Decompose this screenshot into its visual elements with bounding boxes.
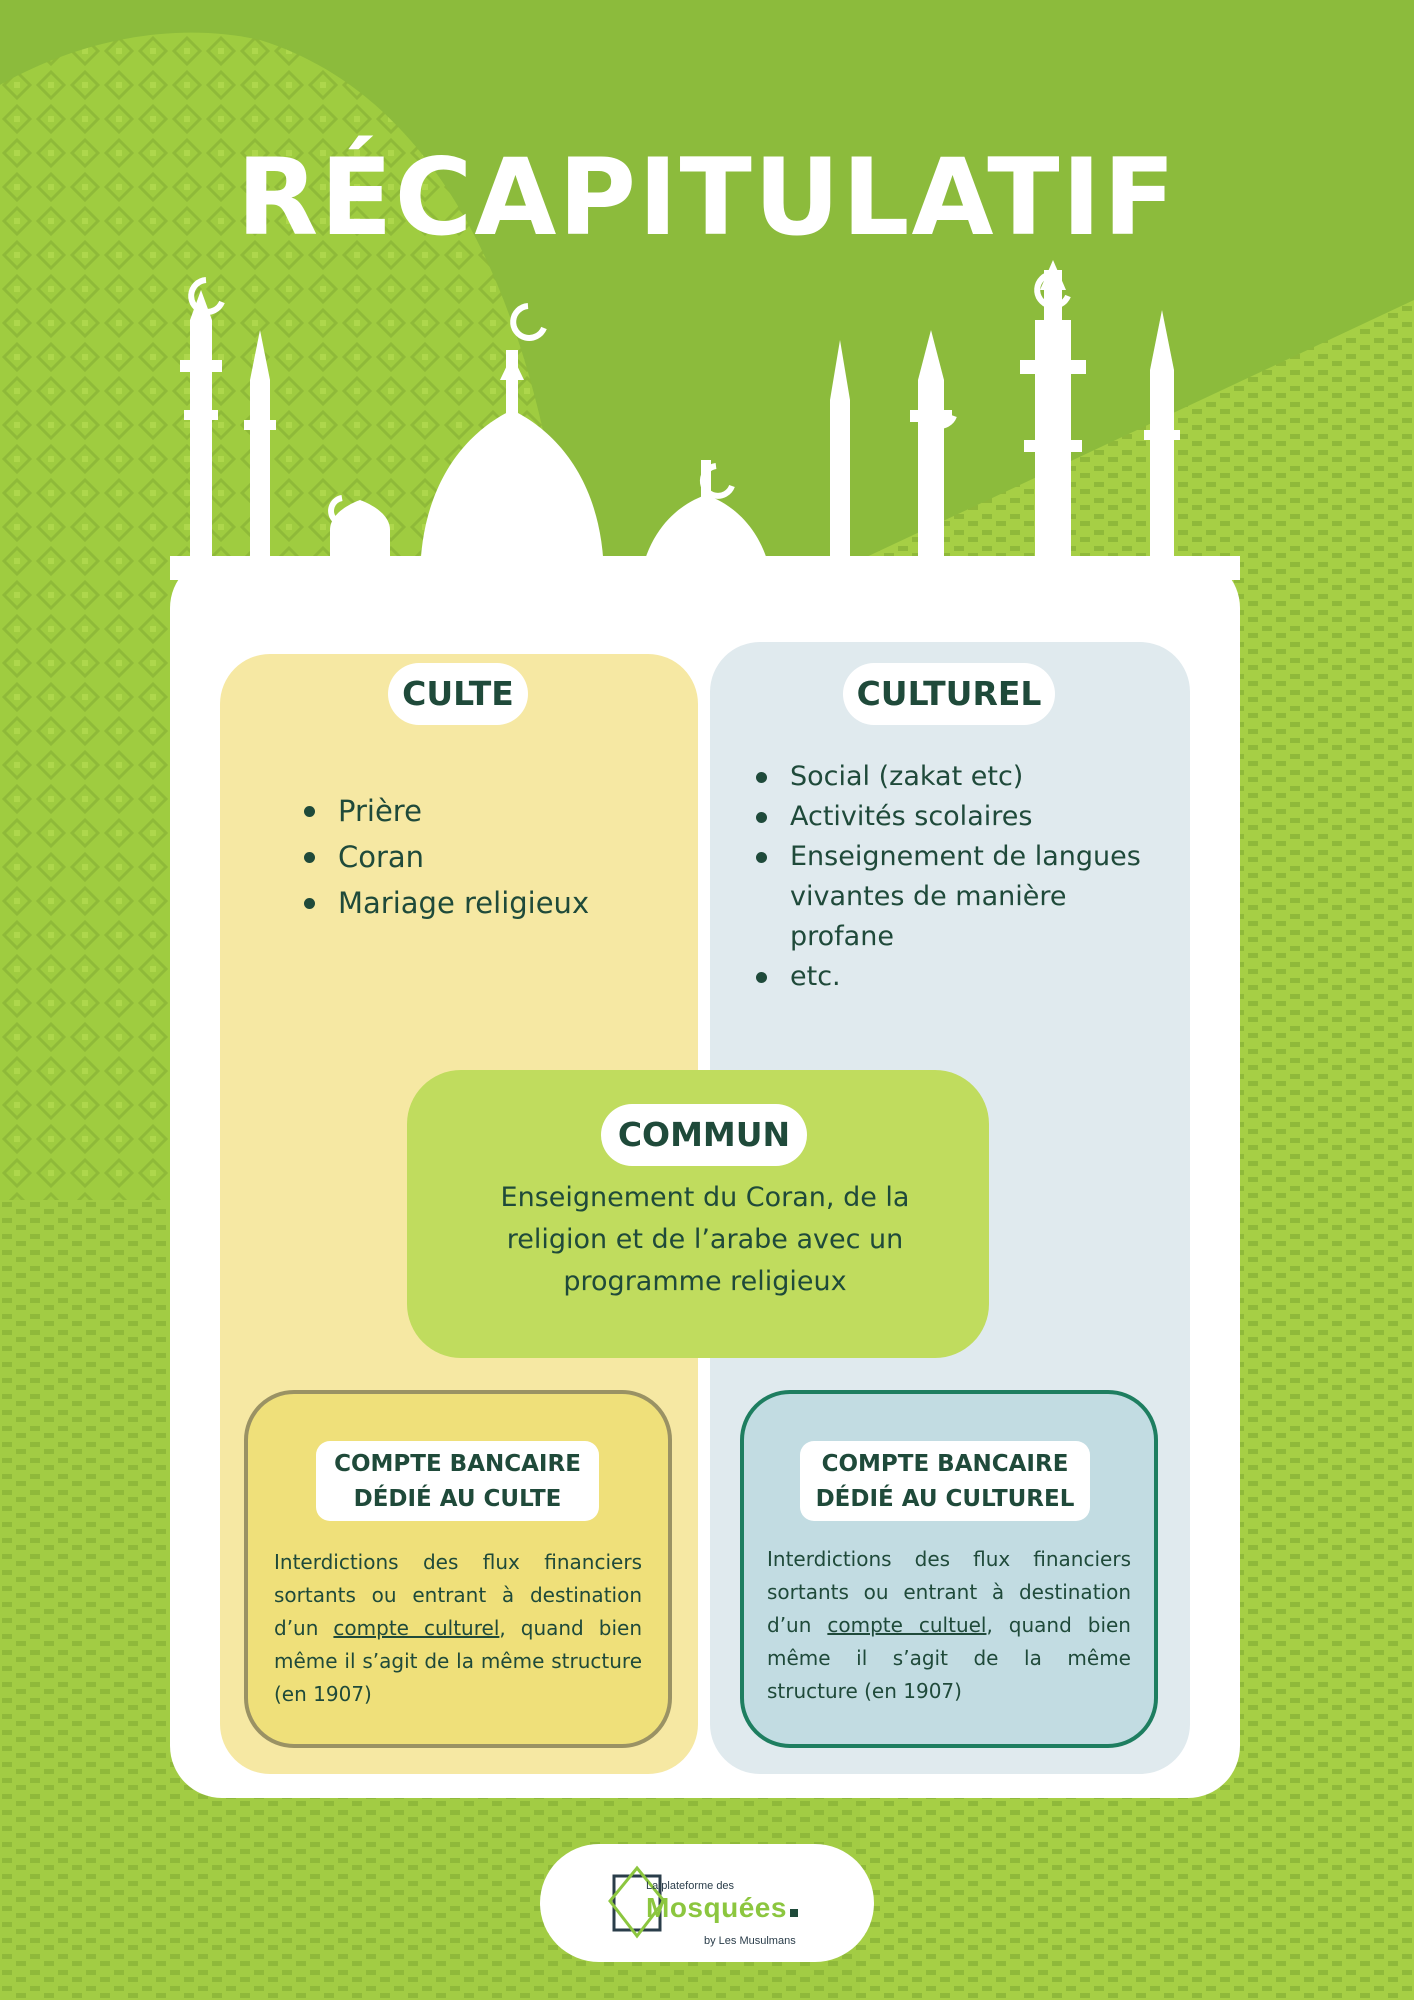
logo-line2: Mosquées — [646, 1892, 787, 1923]
list-item: Social (zakat etc) — [756, 757, 1166, 797]
culturel-heading: CULTUREL — [843, 663, 1055, 725]
bank-culte-text-before: Interdictions des flux financiers sortants ou entrant à destination d’un — [274, 1550, 642, 1640]
list-item: Coran — [304, 834, 664, 880]
culte-list — [304, 788, 664, 926]
bank-culturel-text — [767, 1543, 1131, 1708]
culturel-list — [756, 757, 1166, 997]
bank-culturel-heading — [800, 1441, 1090, 1521]
bank-culturel-heading-line1: COMPTE BANCAIRE — [821, 1451, 1069, 1477]
compte-culturel-link[interactable]: compte culturel — [333, 1616, 500, 1640]
list-item: Activités scolaires — [756, 797, 1166, 837]
list-item: Prière — [304, 788, 664, 834]
bank-culturel-heading-line2: DÉDIÉ AU CULTUREL — [815, 1486, 1075, 1512]
page-title: RÉCAPITULATIF — [236, 136, 1178, 259]
logo-line1: La plateforme des — [646, 1880, 735, 1892]
commun-heading: COMMUN — [601, 1104, 807, 1166]
bank-culte-text — [274, 1546, 642, 1711]
culte-heading: CULTE — [388, 663, 528, 725]
bank-culte-heading — [316, 1441, 599, 1521]
commun-text: Enseignement du Coran, de la religion et de l’arabe avec un programme religieux — [500, 1182, 910, 1297]
mosque-skyline-icon — [0, 260, 1414, 580]
logo-dot — [790, 1909, 798, 1917]
list-item: Enseignement de langues vivantes de manière profane — [756, 837, 1166, 957]
compte-cultuel-link[interactable]: compte cultuel — [827, 1613, 987, 1637]
list-item: Mariage religieux — [304, 880, 664, 926]
bank-culte-heading-line1: COMPTE BANCAIRE — [334, 1451, 581, 1477]
list-item: etc. — [756, 957, 1166, 997]
logo-line3: by Les Musulmans — [704, 1935, 796, 1947]
bank-culturel-text-before: Interdictions des flux financiers sortants ou entrant à destination d’un — [767, 1547, 1131, 1637]
bank-culte-text-after: , quand bien même il s’agit de la même structure (en 1907) — [274, 1616, 642, 1706]
bank-culturel-text-after: , quand bien même il s’agit de la même structure (en 1907) — [767, 1613, 1131, 1703]
bank-culte-heading-line2: DÉDIÉ AU CULTE — [353, 1486, 562, 1512]
